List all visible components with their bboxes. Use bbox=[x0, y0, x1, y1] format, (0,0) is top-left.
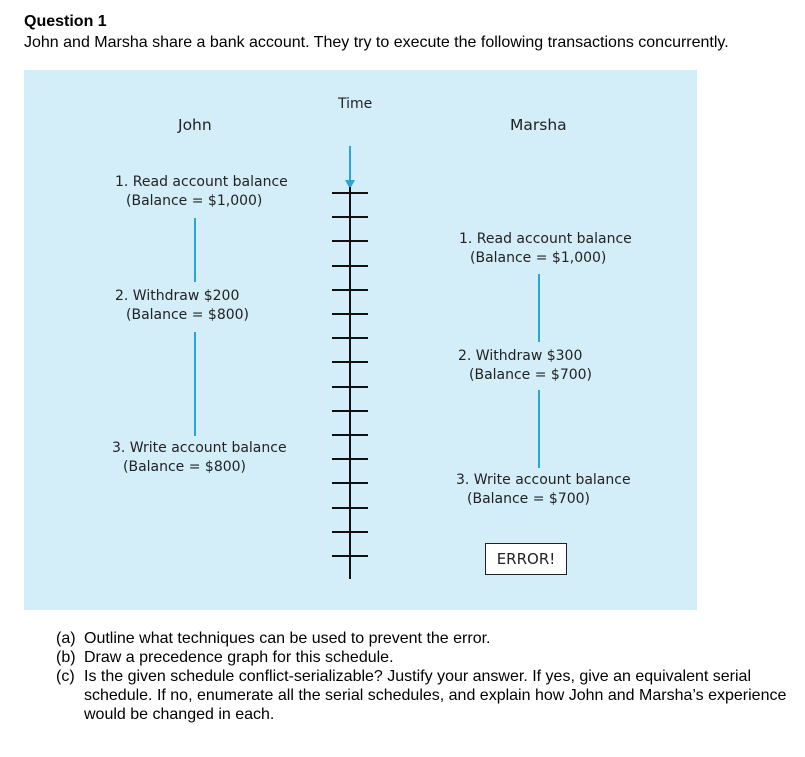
john-step-3-action: 3. Write account balance bbox=[112, 440, 287, 456]
time-axis-tick bbox=[332, 216, 368, 218]
time-axis-tick bbox=[332, 507, 368, 509]
john-step-1 bbox=[115, 173, 288, 211]
time-axis-tick bbox=[332, 434, 368, 436]
time-axis-tick bbox=[332, 410, 368, 412]
part-b-text: Draw a precedence graph for this schedule. bbox=[84, 649, 394, 666]
time-axis-tick bbox=[332, 313, 368, 315]
time-axis-tick bbox=[332, 386, 368, 388]
john-connector-2 bbox=[194, 332, 196, 436]
time-label: Time bbox=[338, 96, 373, 112]
marsha-step-2-balance: (Balance = $700) bbox=[469, 367, 593, 383]
question-part-b bbox=[56, 648, 796, 667]
john-connector-1 bbox=[194, 218, 196, 282]
marsha-step-3-action: 3. Write account balance bbox=[456, 472, 631, 488]
question-part-a bbox=[56, 629, 796, 648]
marsha-step-3-balance: (Balance = $700) bbox=[467, 491, 591, 507]
part-c-marker: (c) bbox=[56, 668, 75, 685]
john-step-1-action: 1. Read account balance bbox=[115, 174, 288, 190]
marsha-step-1-action: 1. Read account balance bbox=[459, 231, 632, 247]
john-header: John bbox=[178, 116, 212, 134]
time-axis-tick bbox=[332, 458, 368, 460]
error-badge: ERROR! bbox=[485, 543, 567, 575]
marsha-connector-2 bbox=[538, 390, 540, 468]
part-c-text: Is the given schedule conflict-serializable? Justify your answer. If yes, give an equivalent serial schedule. If no, enumerate all the serial schedules, and explain how John and Marsha’s experience would be changed in each. bbox=[84, 668, 787, 723]
john-step-3 bbox=[112, 439, 287, 477]
marsha-step-3 bbox=[456, 471, 631, 509]
question-parts-list bbox=[56, 629, 796, 724]
time-axis-tick bbox=[332, 531, 368, 533]
question-part-c bbox=[56, 667, 796, 724]
question-title: Question 1 bbox=[24, 13, 107, 30]
marsha-connector-1 bbox=[538, 274, 540, 342]
time-axis-tick bbox=[332, 240, 368, 242]
john-step-2 bbox=[115, 287, 249, 325]
john-step-2-action: 2. Withdraw $200 bbox=[115, 288, 240, 304]
time-axis-tick bbox=[332, 337, 368, 339]
marsha-header: Marsha bbox=[510, 116, 567, 134]
part-a-marker: (a) bbox=[56, 630, 76, 647]
john-step-1-balance: (Balance = $1,000) bbox=[126, 193, 263, 209]
marsha-step-2 bbox=[458, 347, 592, 385]
part-a-text: Outline what techniques can be used to prevent the error. bbox=[84, 630, 491, 647]
time-axis-tick bbox=[332, 289, 368, 291]
transaction-timeline-diagram bbox=[24, 70, 697, 610]
marsha-step-1-balance: (Balance = $1,000) bbox=[470, 250, 607, 266]
time-axis bbox=[349, 187, 351, 579]
john-step-3-balance: (Balance = $800) bbox=[123, 459, 247, 475]
part-b-marker: (b) bbox=[56, 649, 76, 666]
time-axis-tick bbox=[332, 555, 368, 557]
time-axis-tick bbox=[332, 265, 368, 267]
time-arrow-icon bbox=[344, 146, 356, 190]
time-axis-tick bbox=[332, 361, 368, 363]
time-axis-tick bbox=[332, 192, 368, 194]
john-step-2-balance: (Balance = $800) bbox=[126, 307, 250, 323]
marsha-step-1 bbox=[459, 230, 632, 268]
question-intro: John and Marsha share a bank account. They try to execute the following transactions concurrently. bbox=[24, 34, 729, 51]
marsha-step-2-action: 2. Withdraw $300 bbox=[458, 348, 583, 364]
time-axis-tick bbox=[332, 482, 368, 484]
